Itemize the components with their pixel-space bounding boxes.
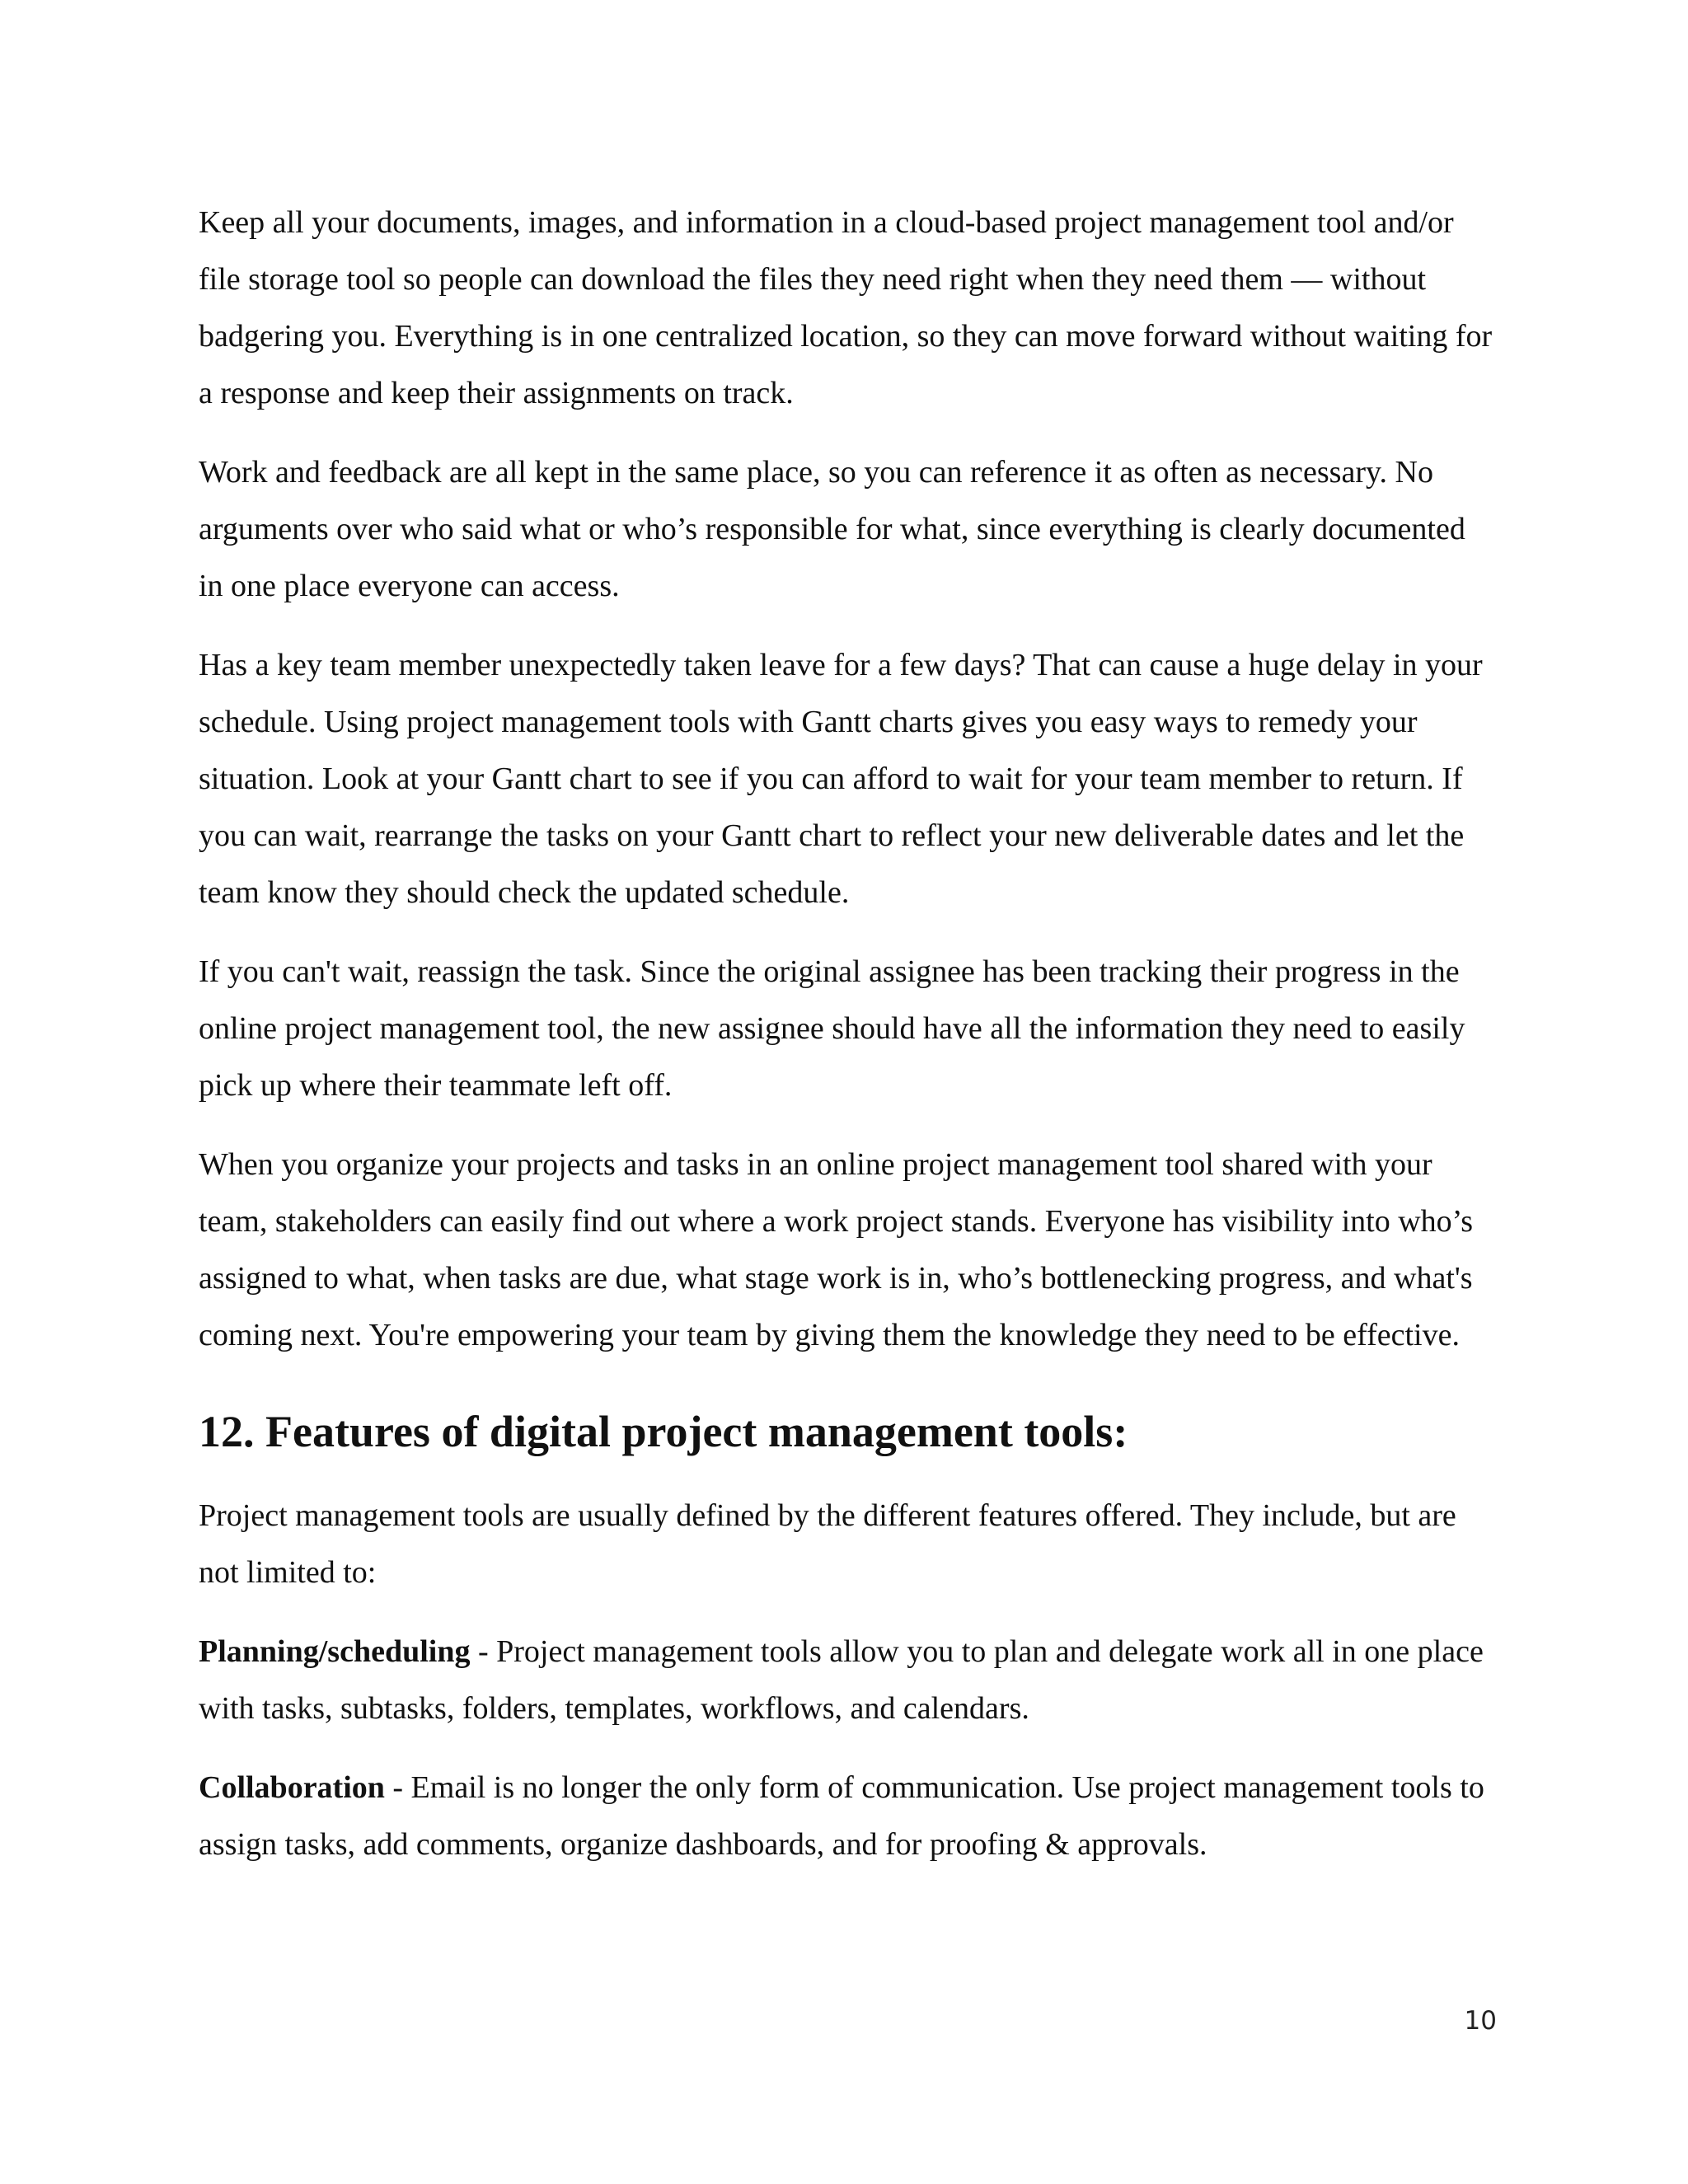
feature-description: - Email is no longer the only form of communication. Use project management tools to assign tasks, add comments, organize dashboards, and for proofing & approvals. bbox=[199, 1770, 1484, 1862]
feature-collaboration bbox=[199, 1760, 1497, 1873]
paragraph-cloud-storage: Keep all your documents, images, and information in a cloud-based project management tool and/or file storage tool so people can download the files they need right when they need them — without badgering you. Everything is in one centralized location, so they can move forward without waiting for a response and keep their assignments on track. bbox=[199, 205, 1493, 410]
paragraph-reassign-task: If you can't wait, reassign the task. Since the original assignee has been tracking their progress in the online project management tool, the new assignee should have all the information they need to easily pick up where their teammate left off. bbox=[199, 954, 1465, 1103]
paragraph-visibility: When you organize your projects and tasks in an online project management tool shared with your team, stakeholders can easily find out where a work project stands. Everyone has visibility into who’s assigned to what, when tasks are due, what stage work is in, who’s bottlenecking progress, and what's coming next. You're empowering your team by giving them the knowledge they need to be effective. bbox=[199, 1147, 1474, 1352]
page-content bbox=[199, 194, 1497, 1896]
feature-description: - Project management tools allow you to plan and delegate work all in one place with tasks, subtasks, folders, templates, workflows, and calendars. bbox=[199, 1634, 1484, 1726]
intro-paragraph: Project management tools are usually defined by the different features offered. They include, but are not limited to: bbox=[199, 1498, 1456, 1590]
feature-term: Collaboration bbox=[199, 1770, 385, 1805]
paragraph-team-leave: Has a key team member unexpectedly taken leave for a few days? That can cause a huge delay in your schedule. Using project management tools with Gantt charts gives you easy ways to remedy your situation. Look at your Gantt chart to see if you can afford to wait for your team member to return. If you can wait, rearrange the tasks on your Gantt chart to reflect your new deliverable dates and let the team know they should check the updated schedule. bbox=[199, 648, 1483, 910]
section-heading: 12. Features of digital project management tools: bbox=[199, 1407, 1128, 1456]
paragraph-feedback: Work and feedback are all kept in the same place, so you can reference it as often as necessary. No arguments over who said what or who’s responsible for what, since everything is clearly documented in one place everyone can access. bbox=[199, 455, 1465, 603]
feature-term: Planning/scheduling bbox=[199, 1634, 471, 1669]
page-number: 10 bbox=[1464, 2006, 1497, 2036]
feature-planning-scheduling bbox=[199, 1624, 1497, 1737]
